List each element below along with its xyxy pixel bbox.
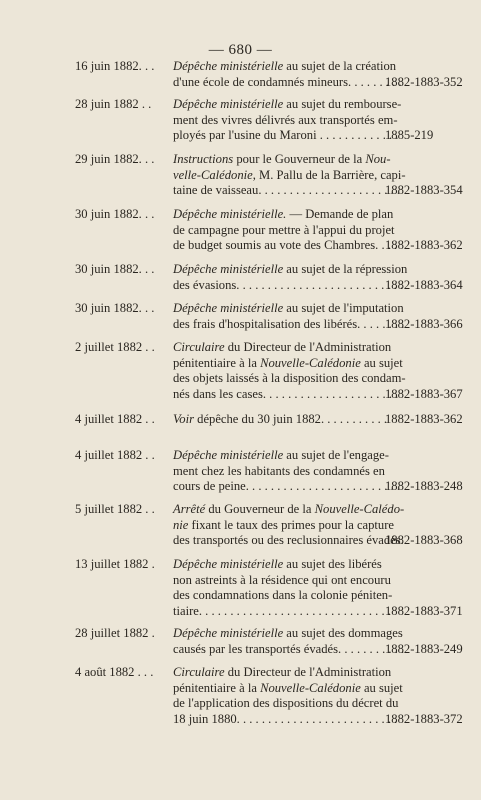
index-entry: [0, 340, 481, 402]
italic-text: Dépêche ministérielle: [173, 97, 284, 111]
entry-description: [173, 152, 406, 199]
text: de budget soumis au vote des Chambres. . . .: [173, 238, 398, 252]
italic-text: Dépêche ministérielle: [173, 262, 284, 276]
index-entry: [0, 97, 481, 144]
description-line: [173, 533, 404, 549]
entry-reference: 1882-1883-366: [385, 316, 463, 331]
entry-date: 5 juillet 1882 . .: [75, 502, 155, 516]
description-line: [173, 680, 403, 697]
description-line: [173, 572, 391, 589]
description-line: [173, 74, 402, 91]
italic-text: Dépêche ministérielle.: [173, 207, 287, 221]
text: du Directeur de l'Administration: [224, 340, 392, 354]
entry-reference: 1882-1883-362: [385, 238, 463, 252]
italic-text: Circulaire: [173, 340, 225, 354]
text: pénitentiaire à la: [173, 680, 261, 695]
entry-reference: 1882-1883-368: [385, 533, 463, 547]
text: de l'application des dispositions du décret du: [173, 696, 399, 710]
entry-description: [173, 412, 388, 428]
index-entry: [0, 665, 481, 727]
text: des condamnations dans la colonie péniten-: [173, 588, 393, 602]
description-line: [173, 603, 391, 620]
description-line: [173, 183, 401, 199]
text: au sujet: [360, 355, 403, 370]
description-line: [173, 626, 403, 642]
entry-reference: 1885-219: [385, 128, 434, 142]
text: — Demande de plan: [286, 207, 394, 221]
text: du Directeur de l'Administration: [224, 665, 392, 679]
entry-reference: 1882-1883-248: [385, 479, 463, 493]
description-line: [173, 238, 398, 254]
entry-date: 2 juillet 1882 . .: [75, 340, 155, 354]
entry-date: 30 juin 1882. . .: [75, 301, 155, 315]
italic-text: Nouvelle-Calédonie: [260, 680, 361, 695]
entry-date: 28 juillet 1882 .: [75, 626, 155, 640]
description-line: [173, 448, 389, 464]
entry-reference: 1882-1883-249: [385, 641, 463, 656]
description-line: [173, 711, 398, 728]
text: pénitentiaire à la: [173, 355, 261, 370]
italic-text: Circulaire: [173, 665, 225, 679]
text: au sujet du rembourse-: [283, 97, 402, 111]
entry-date: 13 juillet 1882 .: [75, 557, 155, 571]
entry-reference: 1882-1883-372: [385, 711, 463, 726]
description-line: [173, 262, 408, 278]
text: nés dans les cases. . . . . . . . . . . . . . . . . . . . . .: [173, 386, 399, 401]
description-line: [173, 588, 393, 604]
description-line: [173, 167, 406, 184]
description-line: [173, 517, 395, 534]
entry-description: [173, 502, 405, 549]
entry-description: [173, 340, 406, 402]
text: taine de vaisseau. . . . . . . . . . . . . . . . . . . . . . .: [173, 183, 401, 197]
description-line: [173, 316, 405, 333]
text: au sujet des libérés: [283, 557, 382, 571]
italic-text: Nouvelle-Calédonie: [260, 355, 361, 370]
description-line: [173, 696, 399, 712]
index-entry: [0, 301, 481, 332]
index-entry: [0, 626, 481, 657]
text: de campagne pour mettre à l'appui du projet: [173, 222, 395, 237]
entry-reference: 1882-1883-367: [385, 386, 463, 401]
description-line: [173, 371, 406, 387]
text: pour le Gouverneur de la: [233, 152, 366, 166]
entry-date: 4 juillet 1882 . .: [75, 412, 155, 426]
entry-date: 29 juin 1882. . .: [75, 152, 155, 166]
text: au sujet de l'imputation: [283, 301, 404, 315]
text: fixant le taux des primes pour la capture: [188, 517, 395, 532]
description-line: [173, 463, 385, 480]
entry-description: [173, 97, 402, 144]
entry-date: 30 juin 1882. . .: [75, 207, 155, 221]
text: au sujet de l'engage-: [283, 448, 389, 462]
index-entry: [0, 412, 481, 428]
entry-description: [173, 59, 402, 90]
entry-reference: 1882-1883-364: [385, 277, 463, 292]
description-line: [173, 641, 405, 658]
description-line: [173, 128, 399, 144]
italic-text: Dépêche ministérielle: [173, 59, 284, 73]
text: 18 juin 1880. . . . . . . . . . . . . . . . . . . . . . . . . .: [173, 711, 398, 726]
entry-date: 30 juin 1882. . .: [75, 262, 155, 276]
description-line: [173, 557, 382, 573]
italic-text: Nou-: [365, 152, 391, 166]
text: dépêche du 30 juin 1882. . . . . . . . . . .: [194, 412, 388, 426]
index-entry: [0, 59, 481, 90]
index-entry: [0, 262, 481, 293]
entry-reference: 1882-1883-354: [385, 183, 463, 197]
entry-reference: 1882-1883-352: [385, 74, 463, 89]
entry-description: [173, 448, 401, 495]
text: au sujet des dommages: [283, 626, 403, 640]
entry-date: 4 août 1882 . . .: [75, 665, 154, 679]
index-entry: [0, 152, 481, 199]
description-line: [173, 502, 405, 518]
text: ment des vivres délivrés aux transportés em-: [173, 112, 398, 127]
text: au sujet de la création: [283, 59, 397, 73]
text: d'une école de condamnés mineurs. . . . . . . . .: [173, 74, 402, 89]
entry-date: 28 juin 1882 . .: [75, 97, 152, 111]
text: , M. Pallu de la Barrière, capi-: [252, 167, 406, 182]
text: des objets laissés à la disposition des condam-: [173, 371, 406, 385]
italic-text: Dépêche ministérielle: [173, 448, 284, 462]
italic-text: Nouvelle-Calédo-: [314, 502, 405, 516]
index-entry: [0, 502, 481, 549]
italic-text: Arrêté: [173, 502, 206, 516]
entry-date: 16 juin 1882. . .: [75, 59, 155, 73]
italic-text: Dépêche ministérielle: [173, 557, 284, 571]
description-line: [173, 301, 404, 317]
description-line: [173, 479, 401, 495]
text: du Gouverneur de la: [205, 502, 315, 516]
description-line: [173, 340, 392, 356]
italic-text: nie: [173, 517, 189, 532]
entry-description: [173, 626, 405, 657]
italic-text: velle-Calédonie: [173, 167, 253, 182]
page-number: — 680 —: [208, 42, 273, 58]
entry-description: [173, 557, 393, 619]
description-line: [173, 152, 391, 168]
entry-description: [173, 665, 403, 727]
italic-text: Dépêche ministérielle: [173, 626, 284, 640]
text: des frais d'hospitalisation des libérés. . . . . . . .: [173, 316, 405, 331]
description-line: [173, 412, 388, 428]
description-line: [173, 207, 394, 223]
index-entry: [0, 448, 481, 495]
text: des transportés ou des reclusionnaires évadés.: [173, 533, 404, 547]
italic-text: Instructions: [173, 152, 234, 166]
entry-description: [173, 262, 408, 293]
description-line: [173, 59, 397, 75]
text: ployés par l'usine du Maroni . . . . . . . . . . . . .: [173, 128, 399, 142]
text: des évasions. . . . . . . . . . . . . . . . . . . . . . . . . . .: [173, 277, 404, 292]
description-line: [173, 386, 399, 403]
text: au sujet: [360, 680, 403, 695]
text: non astreints à la résidence qui ont encouru: [173, 572, 391, 587]
description-line: [173, 222, 395, 239]
entry-description: [173, 301, 405, 332]
index-entry: [0, 207, 481, 254]
text: au sujet de la répression: [283, 262, 408, 276]
text: cours de peine. . . . . . . . . . . . . . . . . . . . . . . . .: [173, 479, 401, 493]
entry-reference: 1882-1883-371: [385, 603, 463, 618]
text: causés par les transportés évadés. . . . . . . . . . .: [173, 641, 405, 656]
entry-date: 4 juillet 1882 . .: [75, 448, 155, 462]
description-line: [173, 665, 392, 681]
index-entry: [0, 557, 481, 619]
entry-description: [173, 207, 398, 254]
description-line: [173, 355, 403, 372]
italic-text: Voir: [173, 412, 194, 426]
description-line: [173, 112, 398, 129]
entry-reference: 1882-1883-362: [385, 412, 463, 426]
description-line: [173, 277, 404, 294]
text: tiaire. . . . . . . . . . . . . . . . . . . . . . . . . . . . . . .: [173, 603, 391, 618]
text: ment chez les habitants des condamnés en: [173, 463, 385, 478]
italic-text: Dépêche ministérielle: [173, 301, 284, 315]
description-line: [173, 97, 402, 113]
